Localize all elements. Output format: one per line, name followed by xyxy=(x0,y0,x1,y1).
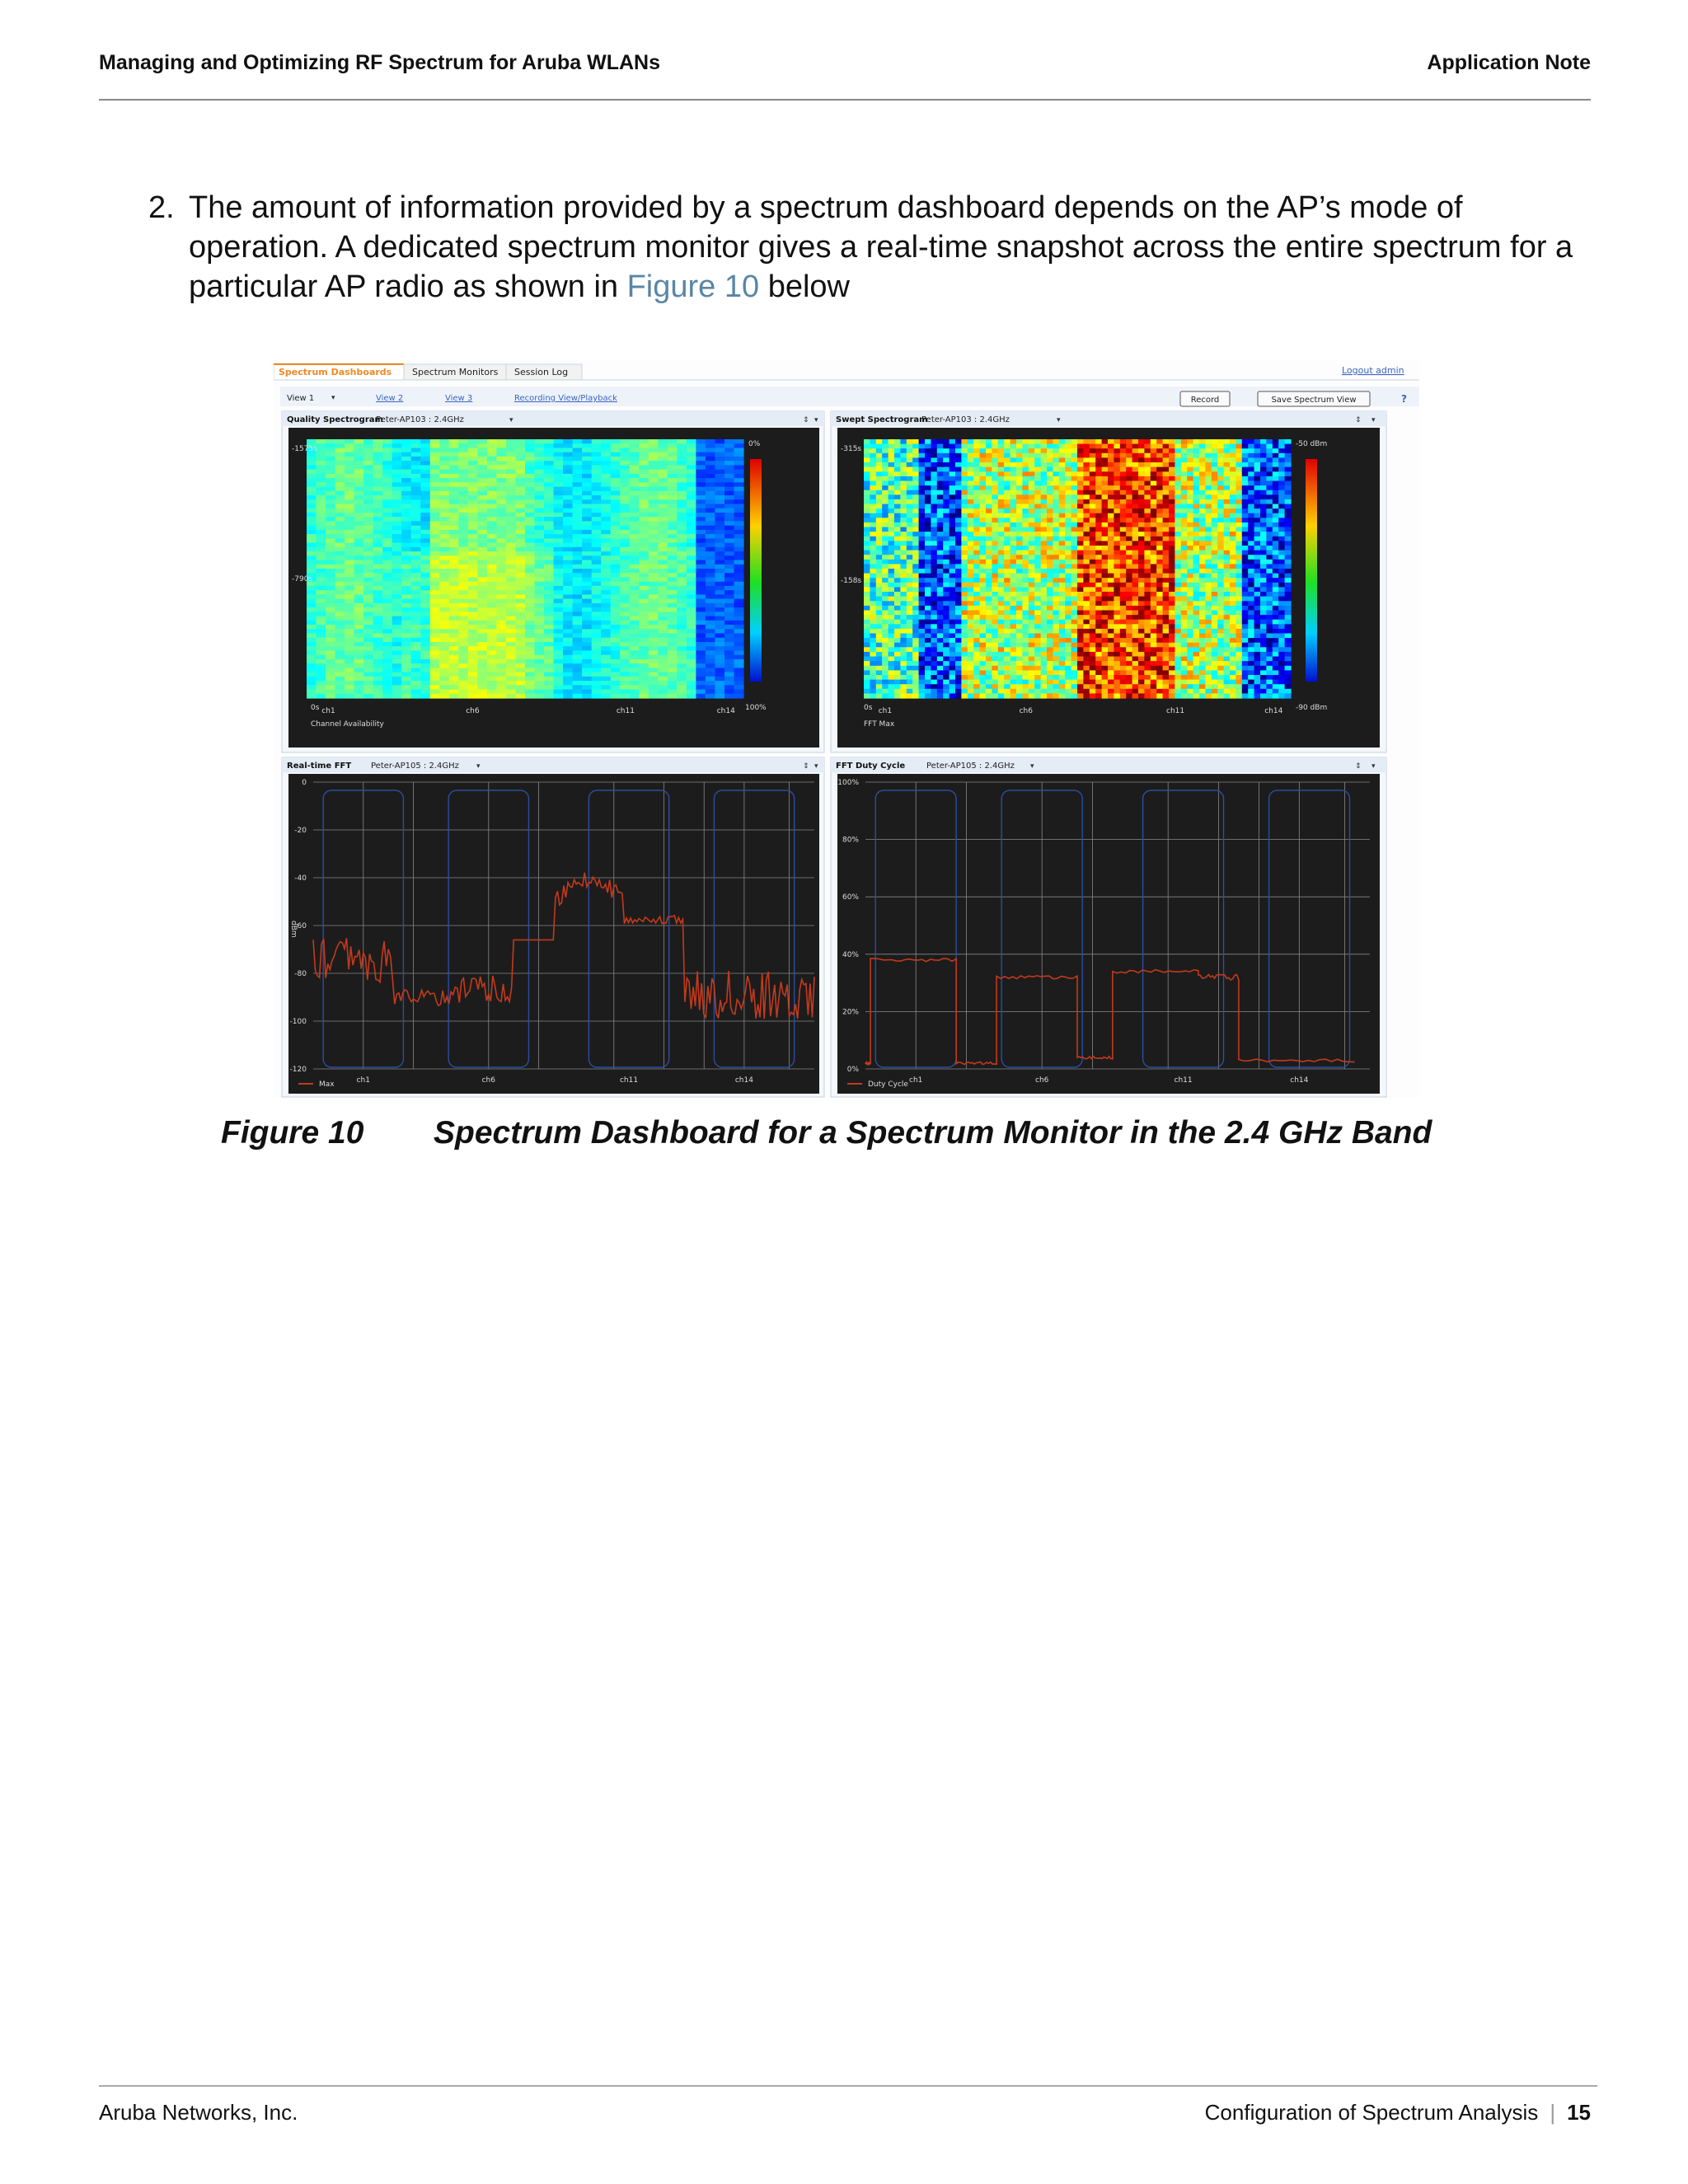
quality-spectrogram-panel xyxy=(282,411,824,752)
swept-panel-ap[interactable]: Peter-AP103 : 2.4GHz xyxy=(921,415,1010,424)
swept-y-label-bottom: 0s xyxy=(864,704,873,712)
fft-y-label: -40 xyxy=(294,874,307,883)
duty-y-label: 20% xyxy=(842,1008,859,1017)
swept-color-scale xyxy=(1306,459,1317,682)
footer-company: Aruba Networks, Inc. xyxy=(99,2100,298,2125)
duty-tick-ch1: ch1 xyxy=(909,1076,923,1085)
chevron-down-icon[interactable]: ▾ xyxy=(1372,762,1376,771)
fft-y-label: -120 xyxy=(289,1066,307,1074)
record-button-label: Record xyxy=(1190,396,1220,405)
fft-tick-ch1: ch1 xyxy=(356,1076,370,1085)
swept-scale-top: -50 dBm xyxy=(1296,440,1328,448)
swept-tick-ch14: ch14 xyxy=(1264,707,1283,715)
fft-tick-ch14: ch14 xyxy=(734,1076,753,1085)
tab-spectrum-monitors[interactable]: Spectrum Monitors xyxy=(412,367,499,377)
header-title: Managing and Optimizing RF Spectrum for Aruba WLANs xyxy=(99,51,661,74)
swept-tick-ch6: ch6 xyxy=(1019,707,1033,715)
chevron-down-icon[interactable]: ▾ xyxy=(814,416,818,424)
page-number: 15 xyxy=(1567,2100,1591,2125)
swept-footer-label: FFT Max xyxy=(864,720,895,729)
fft-panel-ap[interactable]: Peter-AP105 : 2.4GHz xyxy=(371,762,459,771)
duty-tick-ch6: ch6 xyxy=(1035,1076,1049,1085)
sort-icon[interactable]: ⇕ xyxy=(803,416,809,424)
figure-label: Figure 10 xyxy=(221,1115,364,1151)
swept-tick-ch1: ch1 xyxy=(878,707,893,715)
view-1-select[interactable]: View 1 xyxy=(287,394,315,403)
duty-panel-ap[interactable]: Peter-AP105 : 2.4GHz xyxy=(926,762,1015,771)
help-icon[interactable]: ? xyxy=(1401,393,1407,405)
quality-y-label-bottom: 0s xyxy=(311,704,320,712)
tab-spectrum-dashboards[interactable]: Spectrum Dashboards xyxy=(279,367,392,377)
header-doc-type: Application Note xyxy=(1427,51,1591,74)
duty-tick-ch11: ch11 xyxy=(1174,1076,1193,1085)
footer-separator: | xyxy=(1550,2100,1556,2125)
duty-y-label: 100% xyxy=(837,779,859,787)
quality-tick-ch1: ch1 xyxy=(321,707,335,715)
quality-scale-bottom: 100% xyxy=(745,704,767,712)
fft-y-label: -60 xyxy=(294,922,307,930)
save-button-label: Save Spectrum View xyxy=(1271,396,1357,405)
fft-y-label: -100 xyxy=(289,1018,307,1026)
recording-playback-link[interactable]: Recording View/Playback xyxy=(514,394,617,403)
quality-heatmap xyxy=(307,439,744,699)
quality-y-label-top: -1575s xyxy=(292,445,317,453)
duty-y-label: 0% xyxy=(846,1066,859,1074)
duty-tick-ch14: ch14 xyxy=(1290,1076,1309,1085)
step-number: 2. xyxy=(148,190,175,225)
footer-section-title: Configuration of Spectrum Analysis xyxy=(1204,2100,1539,2125)
chevron-down-icon[interactable]: ▾ xyxy=(509,416,513,424)
step-text-after: below xyxy=(759,269,850,304)
swept-y-label-mid: -158s xyxy=(841,577,862,585)
swept-tick-ch11: ch11 xyxy=(1166,707,1185,715)
quality-scale-top: 0% xyxy=(748,440,761,448)
fft-y-label: -80 xyxy=(294,970,307,978)
fft-y-label: 0 xyxy=(302,779,307,787)
quality-footer-label: Channel Availability xyxy=(311,720,384,729)
chevron-down-icon[interactable]: ▾ xyxy=(331,394,335,402)
figure-link[interactable]: Figure 10 xyxy=(626,269,760,304)
page-footer xyxy=(99,2085,1597,2136)
view-3-link[interactable]: View 3 xyxy=(445,394,473,403)
chevron-down-icon[interactable]: ▾ xyxy=(1057,416,1061,424)
swept-panel-title: Swept Spectrogram xyxy=(836,415,928,424)
fft-tick-ch6: ch6 xyxy=(481,1076,495,1085)
duty-y-label: 80% xyxy=(842,836,859,845)
swept-y-label-top: -315s xyxy=(841,445,862,453)
sort-icon[interactable]: ⇕ xyxy=(803,762,809,771)
figure-title: Spectrum Dashboard for a Spectrum Monitor in the 2.4 GHz Band xyxy=(434,1115,1432,1151)
fft-tick-ch11: ch11 xyxy=(619,1076,639,1085)
fft-legend-label: Max xyxy=(319,1080,335,1089)
duty-y-label: 40% xyxy=(842,950,859,959)
tab-session-log[interactable]: Session Log xyxy=(514,367,569,377)
chevron-down-icon[interactable]: ▾ xyxy=(814,762,818,771)
sort-icon[interactable]: ⇕ xyxy=(1355,762,1362,771)
quality-tick-ch6: ch6 xyxy=(466,707,480,715)
page-header xyxy=(99,51,1591,101)
sort-icon[interactable]: ⇕ xyxy=(1355,416,1362,424)
dashboard-screenshot xyxy=(274,360,1419,1098)
fft-y-unit: dBm xyxy=(289,921,298,938)
quality-panel-title: Quality Spectrogram xyxy=(287,415,383,424)
swept-spectrogram-panel xyxy=(831,411,1386,752)
quality-tick-ch11: ch11 xyxy=(616,707,635,715)
fft-y-label: -20 xyxy=(294,827,307,835)
footer-section xyxy=(1205,2100,1591,2125)
chevron-down-icon[interactable]: ▾ xyxy=(1030,762,1034,771)
quality-panel-ap[interactable]: Peter-AP103 : 2.4GHz xyxy=(376,415,464,424)
chevron-down-icon[interactable]: ▾ xyxy=(1372,416,1376,424)
logout-link[interactable]: Logout admin xyxy=(1342,365,1404,376)
quality-tick-ch14: ch14 xyxy=(716,707,735,715)
fft-duty-cycle-panel xyxy=(831,757,1386,1097)
swept-heatmap xyxy=(864,439,1292,699)
quality-y-label-mid: -790s xyxy=(292,575,313,583)
chevron-down-icon[interactable]: ▾ xyxy=(476,762,481,771)
fft-panel-title: Real-time FFT xyxy=(287,762,352,771)
view-2-link[interactable]: View 2 xyxy=(376,394,404,403)
step-text-before: The amount of information provided by a spectrum dashboard depends on the AP’s mode of operation. A dedicated spectrum monitor gives a real-time snapshot across the entire spectrum for a particular AP radio as shown in xyxy=(189,190,1573,304)
quality-color-scale xyxy=(750,459,762,682)
step-text xyxy=(189,188,1606,307)
duty-panel-title: FFT Duty Cycle xyxy=(836,762,906,771)
realtime-fft-panel xyxy=(282,757,824,1097)
duty-legend-label: Duty Cycle xyxy=(868,1080,908,1089)
swept-scale-bottom: -90 dBm xyxy=(1296,704,1328,712)
duty-y-label: 60% xyxy=(842,893,859,902)
